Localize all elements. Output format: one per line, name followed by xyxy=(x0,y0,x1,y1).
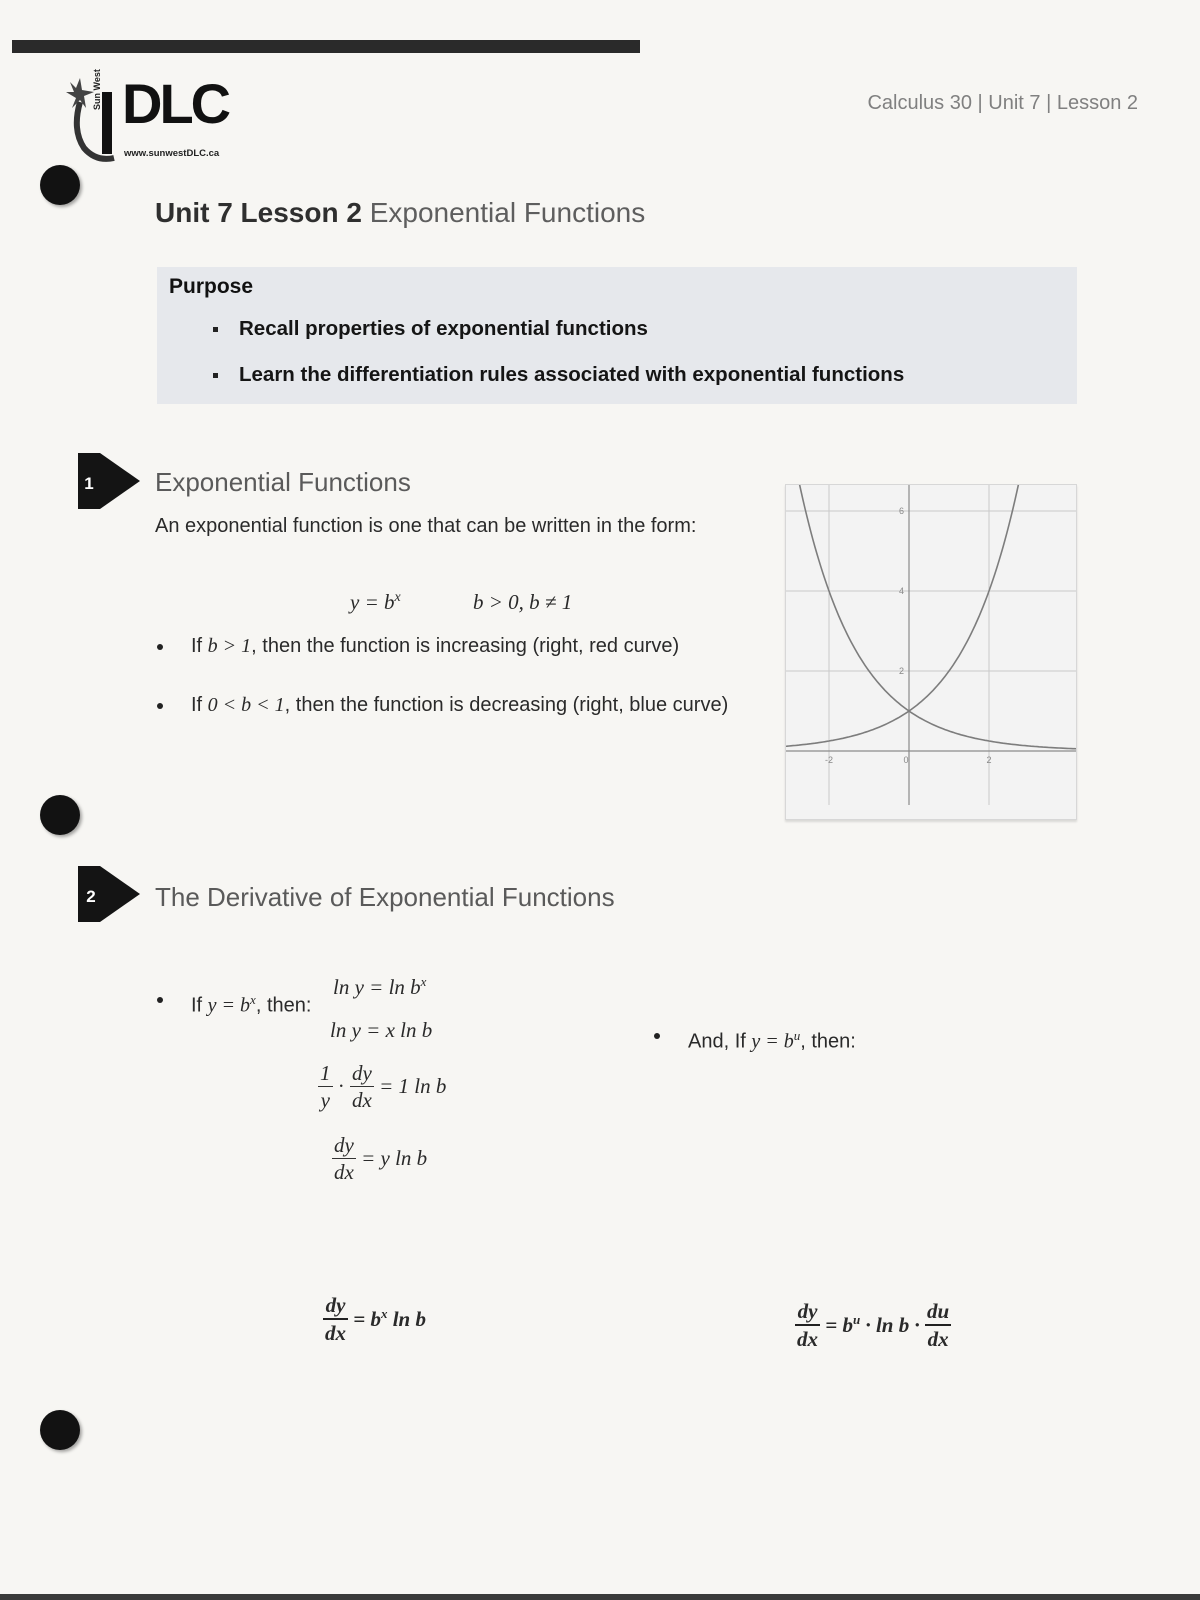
fraction xyxy=(318,1060,333,1113)
bullet-pre: If xyxy=(191,694,208,716)
bullet-increasing xyxy=(155,632,791,661)
denominator: y xyxy=(320,1088,330,1112)
rhs-pre: = b xyxy=(353,1307,381,1331)
bullet-pre: And, If xyxy=(688,1030,752,1053)
step-text: = y ln b xyxy=(361,1146,428,1170)
rhs-exp: x xyxy=(380,1306,388,1321)
rhs-exp: u xyxy=(852,1312,861,1327)
step-text: = 1 ln b xyxy=(379,1074,447,1098)
logo-text: DLC xyxy=(122,72,229,135)
x-tick-label: 2 xyxy=(986,755,992,765)
exponential-graph xyxy=(785,484,1077,820)
x-tick-label: -2 xyxy=(824,755,834,765)
section-1-number: 1 xyxy=(84,474,94,493)
graph-svg xyxy=(786,485,1076,819)
numerator: dy xyxy=(334,1133,354,1157)
fraction xyxy=(323,1292,348,1346)
section-2-flag-icon xyxy=(78,866,140,922)
derivation-step-2: ln y = x ln b xyxy=(330,1018,433,1042)
bullet-exp: u xyxy=(793,1027,801,1043)
fraction xyxy=(795,1298,820,1352)
binder-hole xyxy=(40,795,80,835)
denominator: dx xyxy=(325,1321,346,1345)
numerator: 1 xyxy=(320,1061,331,1085)
derivative-bullet-left xyxy=(155,985,1200,1021)
numerator: dy xyxy=(795,1298,820,1326)
purpose-label: Purpose xyxy=(169,275,254,298)
bullet-exp: x xyxy=(250,992,256,1007)
top-rule xyxy=(12,40,640,53)
step-exp: x xyxy=(420,974,427,989)
derivation-step-1 xyxy=(333,974,426,1000)
section-1-flag-icon xyxy=(78,453,140,509)
bullet-math: b > 1 xyxy=(207,635,252,657)
result-left xyxy=(323,1292,426,1346)
numerator: du xyxy=(925,1298,951,1326)
denominator: dx xyxy=(927,1327,949,1351)
sunwest-dlc-logo xyxy=(62,70,242,166)
purpose-item: Learn the differentiation rules associated with exponential functions xyxy=(207,355,904,401)
y-tick-label: 2 xyxy=(898,666,904,676)
step-text: ln y = ln b xyxy=(333,975,421,999)
result-right xyxy=(795,1298,951,1352)
bullet-post: , then: xyxy=(255,994,312,1017)
page-title-bold: Unit 7 Lesson 2 xyxy=(155,197,362,228)
logo-vertical-text: Sun West xyxy=(92,69,102,110)
course-breadcrumb: Calculus 30 | Unit 7 | Lesson 2 xyxy=(867,92,1138,114)
fraction xyxy=(925,1298,951,1352)
exponential-conditions: b > 0, b ≠ 1 xyxy=(473,590,573,614)
denominator: dx xyxy=(334,1160,354,1184)
binder-hole xyxy=(40,1410,80,1450)
derivation-step-4 xyxy=(332,1132,427,1185)
bullet-decreasing xyxy=(155,691,771,720)
x-tick-label: 0 xyxy=(903,755,909,765)
bullet-post: , then: xyxy=(800,1030,856,1053)
binder-hole xyxy=(40,165,80,205)
bottom-rule xyxy=(0,1594,1200,1600)
page-title xyxy=(155,197,645,229)
exponential-form xyxy=(350,590,401,615)
bullet-pre: If xyxy=(191,635,208,657)
bullet-pre: If xyxy=(191,994,208,1017)
bullet-math: 0 < b < 1 xyxy=(207,694,285,716)
logo-url: www.sunwestDLC.ca xyxy=(124,148,220,159)
result-rhs xyxy=(353,1307,426,1331)
page-title-rest: Exponential Functions xyxy=(369,197,646,228)
numerator: dy xyxy=(352,1061,372,1085)
result-rhs xyxy=(825,1313,925,1337)
y-tick-label: 4 xyxy=(898,586,904,596)
purpose-list xyxy=(207,309,904,401)
decreasing-curve xyxy=(799,485,1076,749)
derivation-step-3: $\frac{1}{y}$ · $\frac{dy}{dx}$ = 1 ln b xyxy=(320,1061,447,1112)
fraction xyxy=(350,1060,374,1113)
purpose-item: Recall properties of exponential functions xyxy=(207,309,904,355)
section-1-intro: An exponential function is one that can be written in the form: xyxy=(155,515,697,537)
denominator: dx xyxy=(797,1327,818,1351)
rhs-post: ln b xyxy=(387,1307,426,1331)
bullet-post: , then the function is decreasing (right, blue curve) xyxy=(284,694,729,716)
numerator: dy xyxy=(323,1292,348,1320)
derivative-bullet-right xyxy=(652,1021,1200,1057)
y-tick-label: 6 xyxy=(898,506,904,516)
fraction xyxy=(332,1132,356,1185)
denominator: dx xyxy=(352,1088,372,1112)
rhs-pre: = b xyxy=(825,1313,853,1337)
section-1-heading: Exponential Functions xyxy=(155,467,411,497)
purpose-box xyxy=(157,267,1077,404)
formula-base: y = b xyxy=(350,590,395,614)
section-2-heading: The Derivative of Exponential Functions xyxy=(155,882,615,912)
section-2-number: 2 xyxy=(86,887,96,906)
formula-exp: x xyxy=(394,590,401,605)
bullet-post: , then the function is increasing (right, red curve) xyxy=(251,635,680,657)
bullet-math: y = b xyxy=(751,1030,794,1053)
rhs-mid: · ln b · xyxy=(860,1313,925,1337)
bullet-math: y = b xyxy=(207,994,251,1017)
graph-tick-labels xyxy=(825,506,992,765)
